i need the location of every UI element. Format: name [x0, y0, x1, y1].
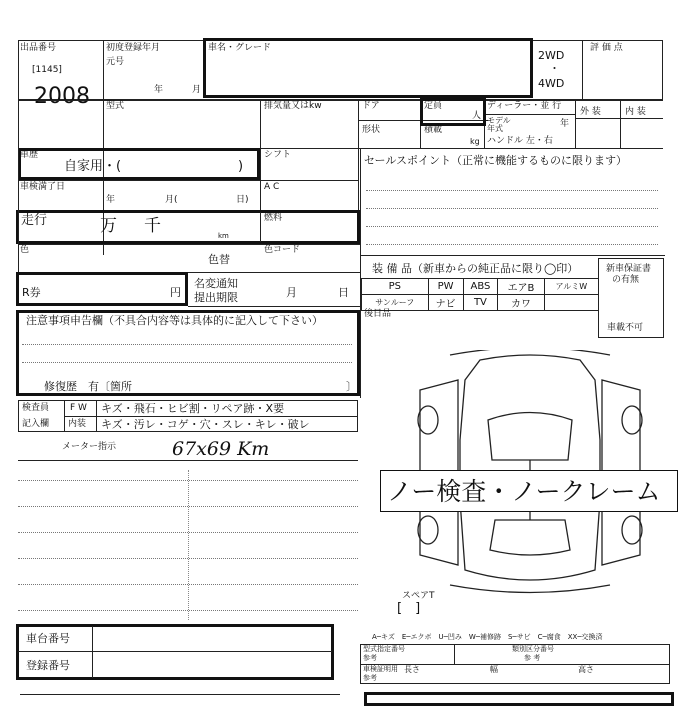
- stamp-text: ノー検査・ノークレーム: [387, 477, 661, 506]
- inspector-label-1: 検査員: [22, 403, 50, 413]
- dealer-label: ディーラー・並 行: [487, 101, 562, 111]
- notes-title: 注意事項申告欄（不具合内容等は具体的に記入して下さい）: [26, 314, 323, 327]
- sales-point-title: セールスポイント（正常に機能するものに限ります）: [364, 154, 628, 167]
- width-label: 幅: [490, 665, 498, 674]
- lot-no: [1145]: [32, 65, 62, 75]
- recycle-box: [16, 272, 188, 306]
- inspector-int: 内装: [68, 419, 87, 429]
- equip-pw: PW: [428, 279, 463, 295]
- damage-legend: A─キズ E─エクボ U─凹み W─補修跡 S─サビ C─腐食 XX─交換済: [372, 633, 603, 641]
- fuel-label: 燃料: [264, 213, 283, 223]
- history-value: 自家用・(: [64, 159, 122, 174]
- mileage-label: 走行: [21, 213, 48, 228]
- inspector-label-2: 記入欄: [22, 419, 50, 429]
- inspection-year: 年: [106, 195, 116, 205]
- equip-navi: ナビ: [428, 295, 463, 311]
- class-code-label: 類別区分番号: [512, 645, 554, 653]
- capacity-label: 定員: [424, 101, 443, 111]
- drive-dot: ・: [549, 62, 560, 75]
- inspector-int-text: キズ・汚レ・コゲ・穴・スレ・キレ・破レ: [101, 418, 310, 431]
- equip-sunroof: サンルーフ: [362, 295, 429, 311]
- equip-abs: ABS: [463, 279, 498, 295]
- history-label: 車歴: [20, 150, 39, 160]
- spare-tire-label: スペアT: [402, 591, 435, 601]
- recycle-label: R券: [22, 286, 41, 299]
- drive-4wd: 4WD: [538, 77, 565, 90]
- history-box: [18, 148, 260, 180]
- first-reg-label: 初度登録年月: [106, 43, 161, 53]
- sales-point-line: [366, 226, 658, 227]
- history-close: ): [238, 159, 244, 174]
- mileage-box: [16, 210, 360, 244]
- sales-point-line: [366, 208, 658, 209]
- meter-grid-line: [18, 480, 358, 481]
- meter-label: メーター指示: [62, 442, 117, 452]
- color-code-label: 色コード: [264, 245, 301, 255]
- shape-label: 形状: [362, 125, 381, 135]
- door-label: ドア: [362, 101, 380, 111]
- inspector-fw-text: キズ・飛石・ヒビ割・リペア跡・X要: [101, 402, 285, 415]
- era-label: 元号: [106, 57, 125, 67]
- cert-label: 車検証明用: [363, 665, 398, 673]
- color-change-label: 色替: [208, 253, 230, 266]
- repair-history: 修復歴 有〔箇所: [44, 380, 132, 393]
- equip-leather: カワ: [498, 295, 544, 311]
- warranty-status: 車載不可: [607, 323, 644, 333]
- equip-alloy: アルミW: [544, 279, 598, 295]
- equip-airbag: エアB: [498, 279, 544, 295]
- inspection-day: 日): [236, 195, 249, 205]
- notice-label: 名変通知: [194, 277, 238, 290]
- lot-no-label: 出品番号: [20, 43, 57, 53]
- height-label: 高さ: [578, 665, 594, 674]
- no-inspection-stamp: [380, 470, 678, 512]
- capacity-unit: 人: [472, 111, 482, 121]
- mileage-sen: 千: [144, 216, 161, 236]
- aftermarket-label: 後日品: [364, 309, 392, 319]
- meter-grid-line: [18, 532, 358, 533]
- equipment-title: 装 備 品（新車からの純正品に限り◯印）: [372, 262, 579, 275]
- exterior-label: 外 装: [580, 107, 601, 117]
- car-name-label: 車名・グレード: [208, 43, 272, 53]
- notice-day: 日: [338, 286, 349, 299]
- equip-tv: TV: [463, 295, 498, 311]
- load-unit: kg: [470, 137, 480, 146]
- rating-label: 評 価 点: [590, 43, 623, 53]
- chassis-no-label: 車台番号: [26, 632, 70, 645]
- equip-ps: PS: [362, 279, 429, 295]
- shift-label: シフト: [264, 150, 292, 160]
- meter-grid-line: [18, 558, 358, 559]
- reg-year-unit: 年: [154, 85, 164, 95]
- handle-label: ハンドル 左・右: [487, 136, 553, 146]
- deadline-label: 提出期限: [194, 291, 238, 304]
- warranty-line1: 新車保証書: [606, 264, 652, 274]
- mileage-man: 万: [100, 216, 117, 236]
- length-label: 長さ: [404, 665, 420, 674]
- model-year-label: モデル年式: [487, 116, 511, 133]
- inspector-fw: F W: [70, 403, 87, 413]
- year-value: 2008: [34, 84, 90, 109]
- ref-label: 参考: [363, 674, 377, 682]
- repair-close: 〕: [346, 380, 357, 393]
- color-label: 色: [20, 245, 30, 255]
- inspection-month: 月(: [165, 195, 178, 205]
- model-cert-label: 型式指定番号: [363, 645, 405, 653]
- inspection-label: 車検満了日: [20, 182, 66, 192]
- model-label: 型式: [106, 101, 125, 111]
- model-year-unit: 年: [560, 119, 570, 129]
- ac-label: A C: [264, 182, 280, 192]
- class-ref-label: 参 考: [524, 654, 541, 662]
- meter-grid-line: [18, 506, 358, 507]
- spare-tire-value: [ ]: [397, 601, 421, 616]
- reg-month-unit: 月: [192, 85, 202, 95]
- sales-point-line: [366, 190, 658, 191]
- warranty-line2: の有無: [612, 275, 640, 285]
- drive-2wd: 2WD: [538, 49, 565, 62]
- load-label: 積載: [424, 125, 443, 135]
- recycle-unit: 円: [170, 286, 181, 299]
- reg-no-label: 登録番号: [26, 659, 70, 672]
- meter-grid-line: [18, 610, 358, 611]
- meter-value: 67x69 Km: [172, 438, 270, 460]
- notice-month: 月: [286, 286, 297, 299]
- mileage-unit: km: [218, 232, 229, 240]
- meter-grid-line: [18, 584, 358, 585]
- sales-point-line: [366, 244, 658, 245]
- interior-label: 内 装: [625, 107, 646, 117]
- equipment-table: [361, 278, 599, 311]
- model-ref-label: 参考: [363, 654, 377, 662]
- displacement-label: 排気量又はkw: [264, 101, 322, 111]
